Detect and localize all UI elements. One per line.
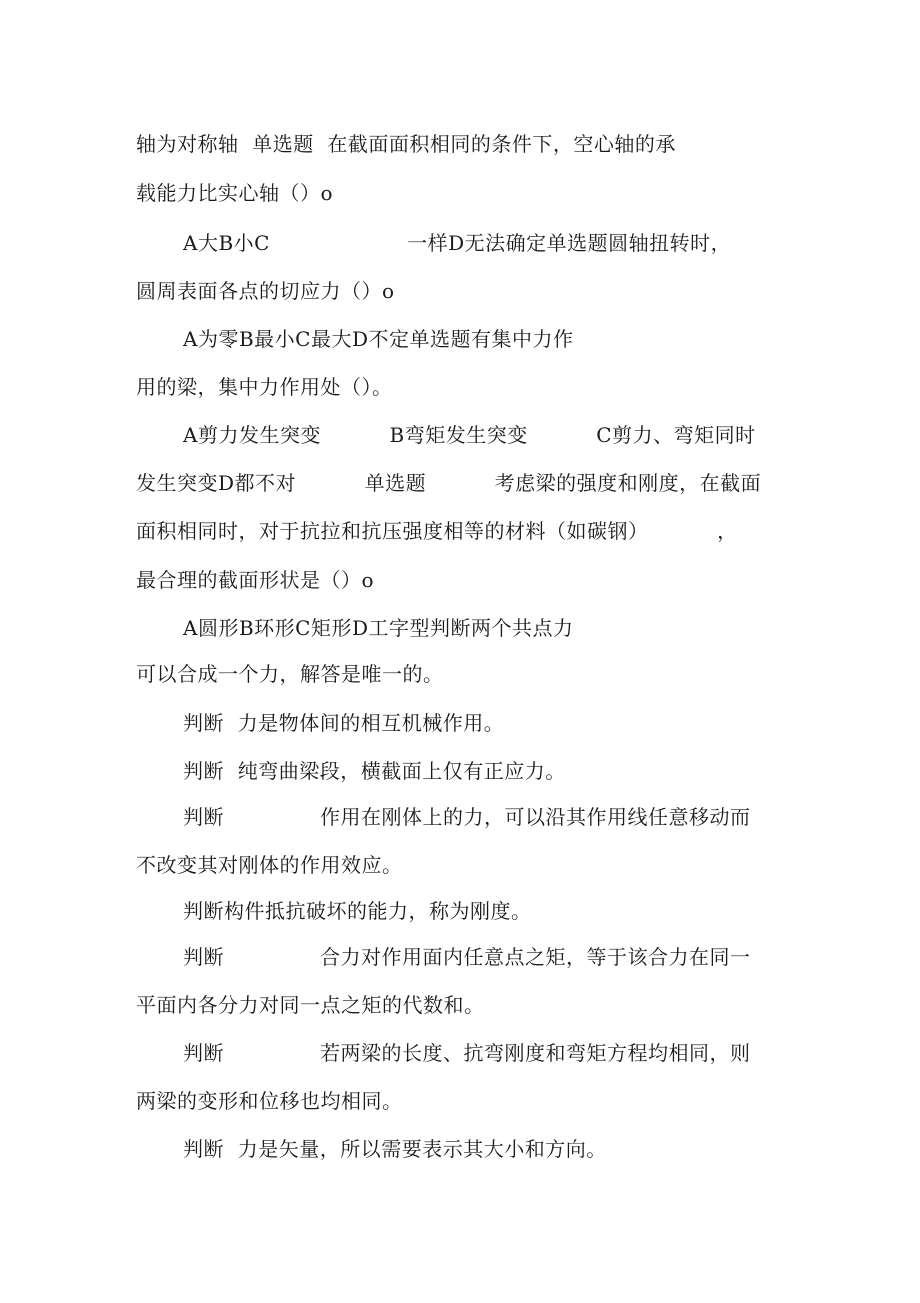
text-line-18: 判断 合力对作用面内任意点之矩，等于该合力在同一	[183, 945, 751, 969]
text-line-10: 最合理的截面形状是（）o	[136, 568, 375, 592]
text-line-2: 载能力比实心轴（）o	[136, 181, 334, 205]
text-line-6: 用的梁，集中力作用处（）。	[136, 375, 393, 399]
text-line-4: 圆周表面各点的切应力（）o	[136, 279, 395, 303]
text-line-19: 平面内各分力对同一点之矩的代数和。	[136, 993, 485, 1017]
text-line-16: 不改变其对刚体的作用效应。	[136, 853, 403, 877]
text-line-5: A为零B最小C最大D不定单选题有集中力作	[183, 327, 574, 351]
text-line-11: A圆形B环形C矩形D工字型判断两个共点力	[183, 616, 574, 640]
text-line-13: 判断 力是物体间的相互机械作用。	[183, 711, 505, 735]
text-line-15: 判断 作用在刚体上的力，可以沿其作用线任意移动而	[183, 805, 751, 829]
text-line-3: A大B小C 一样D无法确定单选题圆轴扭转时，	[183, 231, 732, 255]
text-line-8: 发生突变D都不对 单选题 考虑梁的强度和刚度，在截面	[136, 471, 762, 495]
text-line-9: 面积相同时，对于抗拉和抗压强度相等的材料（如碳钢） ，	[136, 519, 738, 543]
text-line-21: 两梁的变形和位移也均相同。	[136, 1089, 403, 1113]
text-line-20: 判断 若两梁的长度、抗弯刚度和弯矩方程均相同，则	[183, 1041, 751, 1065]
text-line-14: 判断 纯弯曲梁段，横截面上仅有正应力。	[183, 759, 566, 783]
text-line-12: 可以合成一个力，解答是唯一的。	[136, 662, 444, 686]
text-line-22: 判断 力是矢量，所以需要表示其大小和方向。	[183, 1137, 607, 1161]
text-line-1: 轴为对称轴 单选题 在截面面积相同的条件下，空心轴的承	[136, 132, 676, 156]
text-line-7: A剪力发生突变 B弯矩发生突变 C剪力、弯矩同时	[183, 423, 756, 447]
text-line-17: 判断构件抵抗破坏的能力，称为刚度。	[183, 899, 532, 923]
